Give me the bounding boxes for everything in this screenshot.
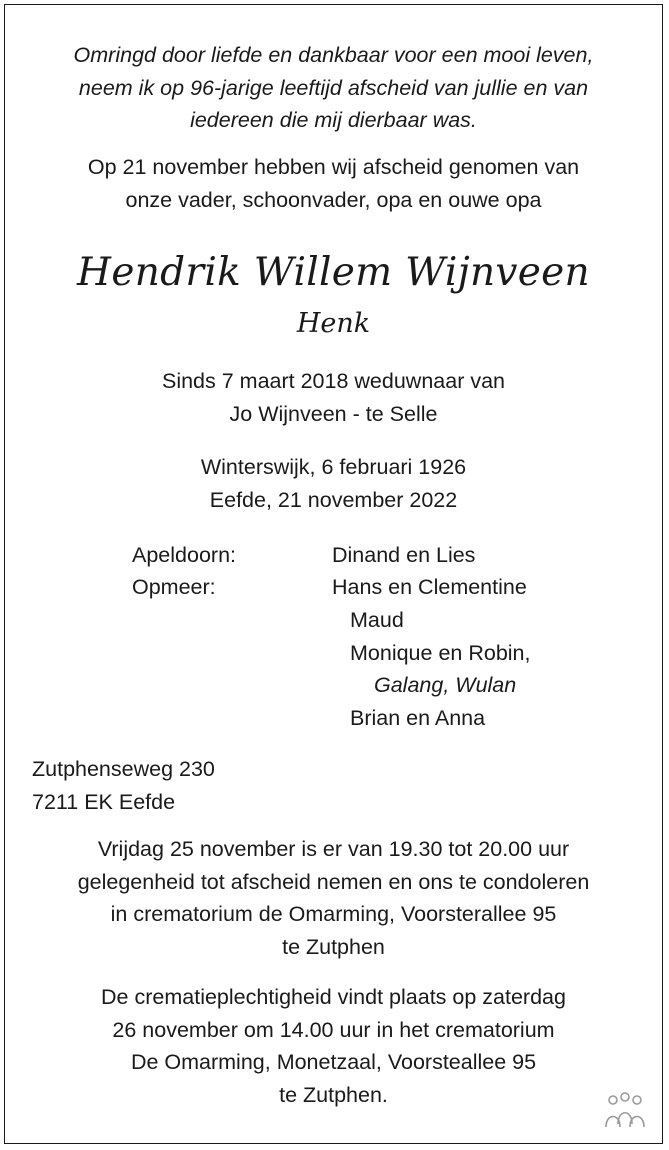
death-line: Eefde, 21 november 2022 [209,487,458,512]
condolence-line: in crematorium de Omarming, Voorsterallee 95 [110,902,557,926]
address [32,753,215,818]
ceremony-line: te Zutphen. [279,1082,388,1107]
condolence-text [5,833,662,963]
condolence-line: gelegenheid tot afscheid nemen en ons te condoleren [77,869,590,894]
family-member: Galang, Wulan [374,673,517,697]
family-place: Apeldoorn: [132,543,236,567]
intro-line: iedereen die mij dierbaar was. [190,108,477,132]
widower-line: Jo Wijnveen - te Selle [229,401,438,426]
obituary-card [4,4,663,1144]
ceremony-line: De crematieplechtigheid vindt plaats op zaterdag [101,985,566,1009]
intro-text [5,39,662,137]
address-city: 7211 EK Eefde [32,789,176,814]
family-member: Monique en Robin, [350,641,531,665]
life-dates [5,451,662,516]
family-member: Dinand en Lies [332,543,476,567]
announcement-text [5,151,662,216]
announcement-line: onze vader, schoonvader, opa en ouwe opa [125,187,542,212]
announcement-line: Op 21 november hebben wij afscheid genomen van [87,155,580,179]
intro-line: Omringd door liefde en dankbaar voor een mooi leven, [73,43,594,67]
family-member: Maud [350,608,404,632]
widower-line: Sinds 7 maart 2018 weduwnaar van [161,369,505,393]
deceased-name: Hendrik Willem Wijnveen [77,250,590,295]
ceremony-text [5,981,662,1111]
ceremony-line: 26 november om 14.00 uur in het crematorium [112,1017,555,1042]
birth-line: Winterswijk, 6 februari 1926 [200,455,467,479]
widower-text [5,365,662,430]
condolence-line: te Zutphen [282,934,385,959]
people-group-icon [600,1091,650,1133]
ceremony-line: De Omarming, Monetzaal, Voorsteallee 95 [130,1050,537,1074]
deceased-nickname: Henk [296,308,371,339]
intro-line: neem ik op 96-jarige leeftijd afscheid van jullie en van [78,75,589,100]
family-place: Opmeer: [132,575,216,599]
condolence-line: Vrijdag 25 november is er van 19.30 tot 20.00 uur [97,837,570,861]
family-member: Hans en Clementine [332,575,527,599]
family-member: Brian en Anna [350,706,486,730]
address-street: Zutphenseweg 230 [32,757,215,781]
